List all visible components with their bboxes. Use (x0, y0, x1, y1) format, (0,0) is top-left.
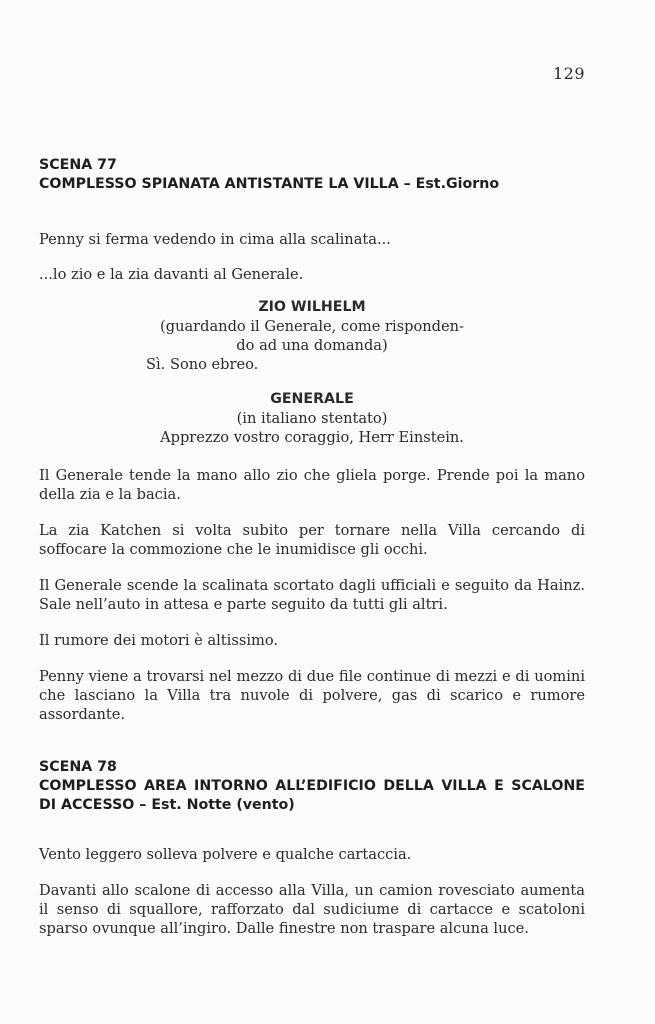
parenthetical-line: (guardando il Generale, come risponden- (160, 318, 464, 335)
action-paragraph: Penny si ferma vedendo in cima alla scalinata... (39, 231, 391, 248)
page-number: 129 (552, 64, 585, 83)
action-paragraph: Vento leggero solleva polvere e qualche cartaccia. (39, 846, 412, 863)
action-paragraph: ...lo zio e la zia davanti al Generale. (39, 266, 304, 283)
action-paragraph: Davanti allo scalone di accesso alla Villa, un camion rovesciato aumenta il senso di squallore, rafforzato dal sudiciume di cartacce e scatoloni sparso ovunque all’ingiro. Dalle finestre non traspare alcuna luce. (39, 882, 585, 937)
scene-77 (39, 156, 585, 724)
dialogue-line: Apprezzo vostro coraggio, Herr Einstein. (160, 429, 464, 446)
parenthetical: (in italiano stentato) (236, 410, 388, 427)
script-page-body (39, 156, 585, 938)
scene-heading: COMPLESSO AREA INTORNO ALL’EDIFICIO DELLA VILLA E SCALONE DI ACCESSO – Est. Notte (vento) (39, 778, 585, 813)
character-name: ZIO WILHELM (258, 299, 366, 315)
scene-heading: COMPLESSO SPIANATA ANTISTANTE LA VILLA – Est.Giorno (39, 176, 500, 192)
dialogue-block (39, 298, 585, 374)
action-paragraph: Il Generale scende la scalinata scortato dagli ufficiali e seguito da Hainz. Sale nell’auto in attesa e parte seguito da tutti gli altri. (39, 577, 585, 613)
action-paragraph: Il rumore dei motori è altissimo. (39, 632, 278, 649)
parenthetical-line: do ad una domanda) (236, 337, 388, 354)
scene-number: SCENA 77 (39, 157, 117, 173)
dialogue-block (39, 390, 585, 447)
action-paragraph: La zia Katchen si volta subito per tornare nella Villa cercando di soffocare la commozione che le inumidisce gli occhi. (39, 522, 585, 558)
character-name: GENERALE (270, 391, 354, 407)
parenthetical (147, 317, 477, 355)
action-paragraph: Penny viene a trovarsi nel mezzo di due file continue di mezzi e di uomini che lasciano la Villa tra nuvole di polvere, gas di scarico e rumore assordante. (39, 668, 585, 723)
dialogue-line: Sì. Sono ebreo. (146, 356, 259, 373)
scene-number: SCENA 78 (39, 759, 117, 775)
action-paragraph: Il Generale tende la mano allo zio che gliela porge. Prende poi la mano della zia e la bacia. (39, 467, 585, 503)
scene-78 (39, 758, 585, 938)
